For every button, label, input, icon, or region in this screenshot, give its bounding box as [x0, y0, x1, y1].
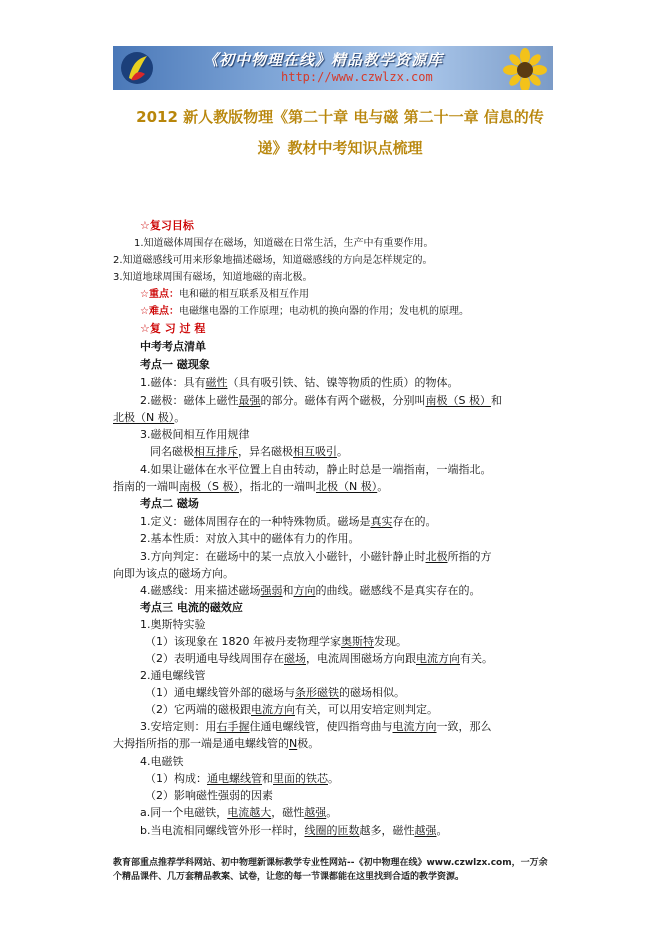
k1-item-4: 4.如果让磁体在水平位置上自由转动，静止时总是一端指南，一端指北。 [140, 463, 492, 476]
k3-item-2: 2.通电螺线管 [140, 669, 206, 682]
k3-item-1-a: （1）该现象在 1820 年被丹麦物理学家奥斯特发现。 [145, 635, 407, 648]
k3-item-4-d: b.当电流相同螺线管外形一样时，线圈的匝数越多，磁性越强。 [140, 824, 448, 837]
banner-title: 《初中物理在线》精品教学资源库 [203, 51, 444, 69]
k1-item-3: 3.磁极间相互作用规律 [140, 428, 250, 441]
section-2-heading: 考点二 磁场 [140, 497, 199, 510]
banner-url[interactable]: http://www.czwlzx.com [281, 70, 433, 84]
header-banner [113, 46, 553, 90]
goal-2: 2.知道磁感线可用来形象地描述磁场，知道磁感线的方向是怎样规定的。 [113, 255, 433, 266]
k2-item-4: 4.磁感线：用来描述磁场强弱和方向的曲线。磁感线不是真实存在的。 [140, 584, 481, 597]
k1-item-2-cont: 北极（N 极）。 [113, 411, 186, 424]
k2-item-1: 1.定义：磁体周围存在的一种特殊物质。磁场是真实存在的。 [140, 515, 437, 528]
section-1-heading: 考点一 磁现象 [140, 358, 210, 371]
k3-item-1: 1.奥斯特实验 [140, 618, 206, 631]
k3-item-2-a: （1）通电螺线管外部的磁场与条形磁铁的磁场相似。 [145, 686, 405, 699]
k3-item-3: 3.安培定则：用右手握住通电螺线管，使四指弯曲与电流方向一致，那么 [140, 720, 492, 733]
k3-item-4-b: （2）影响磁性强弱的因素 [145, 789, 273, 802]
sunflower-icon [498, 48, 552, 90]
k1-item-2: 2.磁极：磁体上磁性最强的部分。磁体有两个磁极，分别叫南极（S 极）和 [140, 394, 502, 407]
k3-item-3-cont: 大拇指所指的那一端是通电螺线管的N极。 [113, 737, 320, 750]
review-process-heading: ☆复 习 过 程 [140, 322, 206, 335]
review-goals-heading: ☆复习目标 [140, 219, 194, 232]
document-title-line-2: 递》教材中考知识点梳理 [257, 139, 423, 157]
k2-item-3: 3.方向判定：在磁场中的某一点放入小磁针，小磁针静止时北极所指的方 [140, 550, 492, 563]
k3-item-4-a: （1）构成：通电螺线管和里面的铁芯。 [145, 772, 339, 785]
k3-item-1-b: （2）表明通电导线周围存在磁场，电流周围磁场方向跟电流方向有关。 [145, 652, 493, 665]
k3-item-2-b: （2）它两端的磁极跟电流方向有关，可以用安培定则判定。 [145, 703, 438, 716]
star-icon: ☆ [140, 289, 149, 300]
k2-item-3-cont: 向即为该点的磁场方向。 [113, 567, 234, 580]
document-title-line-1: 2012 新人教版物理《第二十章 电与磁 第二十一章 信息的传 [136, 108, 544, 126]
k2-item-2: 2.基本性质：对放入其中的磁体有力的作用。 [140, 532, 360, 545]
k1-item-3-rule: 同名磁极相互排斥，异名磁极相互吸引。 [150, 445, 348, 458]
exam-points-heading: 中考考点清单 [140, 340, 206, 353]
goal-1: 1.知道磁体周围存在磁场，知道磁在日常生活，生产中有重要作用。 [134, 238, 434, 249]
k3-item-4-c: a.同一个电磁铁，电流越大，磁性越强。 [140, 806, 338, 819]
star-icon: ☆ [140, 306, 149, 317]
site-logo-icon [119, 50, 155, 86]
k1-item-4-cont: 指南的一端叫南极（S 极），指北的一端叫北极（N 极）。 [113, 480, 389, 493]
key-point: ☆重点：电和磁的相互联系及相互作用 [140, 289, 309, 300]
star-icon: ☆ [140, 322, 150, 335]
page-footer [113, 856, 583, 884]
section-3-heading: 考点三 电流的磁效应 [140, 601, 243, 614]
difficult-point: ☆难点：电磁继电器的工作原理；电动机的换向器的作用；发电机的原理。 [140, 306, 469, 317]
goal-3: 3.知道地球周围有磁场，知道地磁的南北极。 [113, 272, 313, 283]
k3-item-4: 4.电磁铁 [140, 755, 184, 768]
k1-item-1: 1.磁体：具有磁性（具有吸引铁、钴、镍等物质的性质）的物体。 [140, 376, 459, 389]
footer-line-1: 教育部重点推荐学科网站、初中物理新课标教学专业性网站--《初中物理在线》www.czwlzx.com，一万余 [113, 858, 548, 868]
footer-line-2: 个精品课件、几万套精品教案、试卷，让您的每一节课都能在这里找到合适的教学资源。 [113, 872, 465, 882]
star-icon: ☆ [140, 219, 150, 232]
